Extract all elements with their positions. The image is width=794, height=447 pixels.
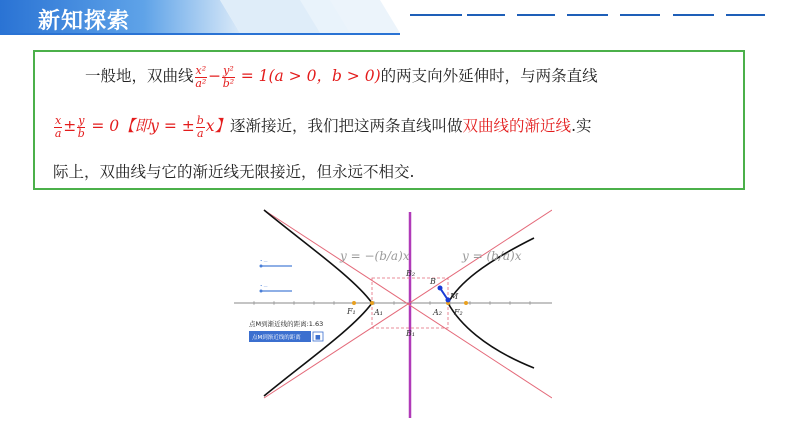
label-f1: F₁ bbox=[347, 307, 356, 316]
section-header bbox=[0, 0, 794, 40]
focus-f1 bbox=[352, 301, 356, 305]
line1-prefix: 一般地，双曲线 bbox=[85, 67, 194, 85]
fraction-b-a: $\frac{b}{a}$ bbox=[196, 113, 204, 140]
line2-equation-mid: = 0【即y = ± bbox=[86, 117, 195, 135]
line2-equation-end: x】 bbox=[205, 117, 231, 135]
fraction-y2-b2: $\frac{\text{y²}}{\text{b²}}$ bbox=[222, 63, 235, 90]
minus-sign: − bbox=[208, 67, 222, 85]
line2-end: .实 bbox=[571, 117, 592, 135]
slider-b[interactable] bbox=[260, 283, 293, 293]
line1-suffix: 的两支向外延伸时，与两条直线 bbox=[380, 67, 598, 85]
hyperbola-graph bbox=[234, 208, 552, 422]
definition-box bbox=[33, 50, 745, 190]
definition-line-1 bbox=[85, 64, 598, 90]
label-f2: F₂ bbox=[454, 308, 463, 317]
label-b1: B₁ bbox=[406, 329, 416, 338]
checkbox-mark: ■ bbox=[315, 334, 321, 341]
label-b2: B₂ bbox=[406, 269, 416, 278]
definition-line-2 bbox=[53, 114, 592, 140]
svg-text:• —: • — bbox=[260, 283, 268, 288]
vertex-a1 bbox=[370, 301, 374, 305]
point-b bbox=[438, 286, 443, 291]
asymptote-term: 双曲线的渐近线 bbox=[462, 117, 572, 135]
fraction-x2-a2: $\frac{\text{x²}}{\text{a²}}$ bbox=[195, 63, 207, 90]
svg-text:点M到渐近线的距离: 点M到渐近线的距离 bbox=[252, 335, 301, 341]
header-title: 新知探索 bbox=[38, 9, 131, 34]
distance-button[interactable] bbox=[249, 331, 323, 342]
fraction-y-b: $\frac{y}{b}$ bbox=[77, 113, 85, 140]
slider-a[interactable] bbox=[260, 258, 293, 268]
asymptote-label-left: y = −(b/a)x bbox=[340, 249, 410, 263]
label-b: B bbox=[430, 277, 436, 286]
distance-readout: 点M到渐近线的距离:1.63 bbox=[249, 320, 324, 328]
asymptote-label-right: y = (b/a)x bbox=[462, 249, 522, 263]
label-a1: A₁ bbox=[374, 308, 383, 317]
fraction-x-a: $\frac{x}{a}$ bbox=[54, 113, 62, 140]
svg-text:• —: • — bbox=[260, 258, 268, 263]
hyperbola-figure bbox=[234, 208, 552, 422]
label-a2: A₂ bbox=[433, 308, 442, 317]
focus-f2 bbox=[464, 301, 468, 305]
line1-equation-tail: = 1(a > 0，b > 0) bbox=[235, 67, 381, 85]
label-m: M bbox=[450, 292, 459, 301]
plus-minus-sign: ± bbox=[63, 117, 77, 135]
definition-line-3: 际上，双曲线与它的渐近线无限接近，但永远不相交. bbox=[53, 163, 415, 181]
line2-mid: 逐渐接近，我们把这两条直线叫做 bbox=[230, 117, 463, 135]
